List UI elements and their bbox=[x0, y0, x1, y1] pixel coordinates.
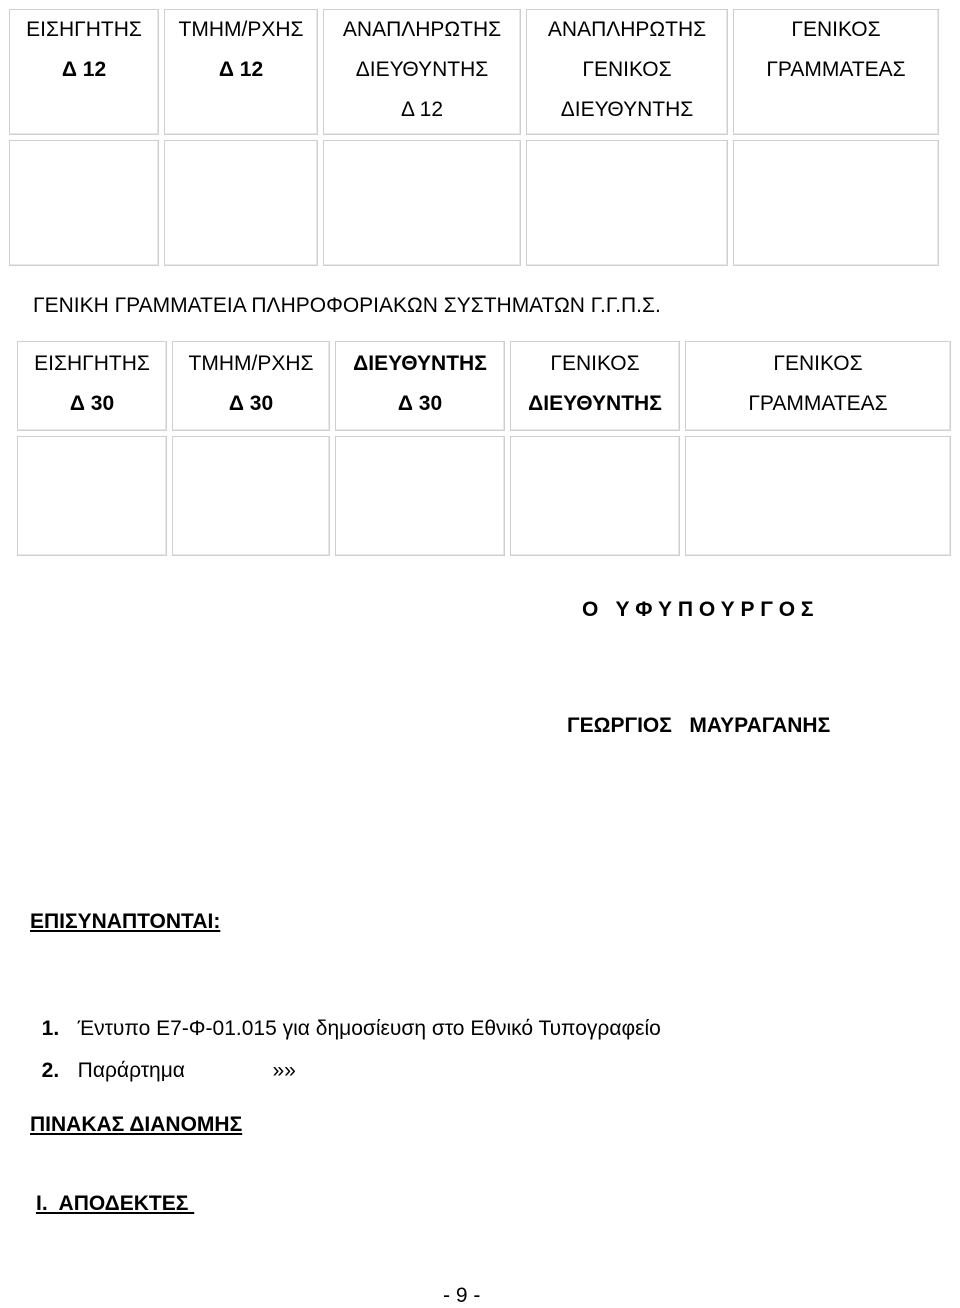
signature-box bbox=[9, 140, 159, 266]
signature-box bbox=[17, 436, 167, 556]
attachment-item bbox=[30, 1035, 296, 1083]
signature-header-cell bbox=[164, 9, 318, 135]
recipients-heading: Ι. ΑΠΟΔΕΚΤΕΣ bbox=[36, 1192, 195, 1215]
signature-box bbox=[733, 140, 939, 266]
signature-header-cell bbox=[17, 341, 167, 431]
signature-table-d12 bbox=[4, 4, 944, 271]
minister-name: ΓΕΩΡΓΙΟΣ ΜΑΥΡΑΓΑΝΗΣ bbox=[567, 714, 831, 737]
role-label: ΓΕΝΙΚΟΣ bbox=[550, 352, 640, 375]
unit-label: Δ 30 bbox=[397, 392, 443, 415]
unit-label: Δ 30 bbox=[228, 392, 274, 415]
unit-label: Δ 12 bbox=[400, 98, 444, 121]
distribution-heading: ΠΙΝΑΚΑΣ ΔΙΑΝΟΜΗΣ bbox=[30, 1113, 243, 1136]
signature-box bbox=[685, 436, 951, 556]
signature-box bbox=[172, 436, 330, 556]
section-heading: ΓΕΝΙΚΗ ΓΡΑΜΜΑΤΕΙΑ ΠΛΗΡΟΦΟΡΙΑΚΩΝ ΣΥΣΤΗΜΑΤΩΝ Γ.Γ.Π.Σ. bbox=[33, 294, 661, 317]
role-label: ΕΙΣΗΓΗΤΗΣ bbox=[26, 18, 142, 41]
signature-header-cell bbox=[685, 341, 951, 431]
role-label: ΕΙΣΗΓΗΤΗΣ bbox=[34, 352, 150, 375]
role-label: ΔΙΕΥΘΥΝΤΗΣ bbox=[355, 58, 489, 81]
role-label: ΤΜΗΜ/ΡΧΗΣ bbox=[178, 18, 304, 41]
signature-header-cell bbox=[323, 9, 521, 135]
attachment-number: 1. bbox=[41, 1017, 60, 1040]
signature-header-cell bbox=[9, 9, 159, 135]
role-label: ΓΕΝΙΚΟΣ bbox=[582, 58, 672, 81]
attachment-text: Έντυπο Ε7-Φ-01.015 για δημοσίευση στο Εθνικό Τυπογραφείο bbox=[77, 1017, 661, 1040]
role-label: ΓΡΑΜΜΑΤΕΑΣ bbox=[748, 392, 888, 415]
signature-box bbox=[164, 140, 318, 266]
role-label: ΓΡΑΜΜΑΤΕΑΣ bbox=[766, 58, 906, 81]
minister-title: Ο Υ Φ Υ Π Ο Υ Ρ Γ Ο Σ bbox=[582, 598, 814, 621]
signature-box bbox=[510, 436, 680, 556]
attachment-number: 2. bbox=[41, 1059, 60, 1082]
signature-box bbox=[335, 436, 505, 556]
signature-header-cell bbox=[526, 9, 728, 135]
signature-header-cell bbox=[172, 341, 330, 431]
unit-label: Δ 12 bbox=[61, 58, 107, 81]
role-label: ΓΕΝΙΚΟΣ bbox=[791, 18, 881, 41]
attachment-item bbox=[30, 993, 661, 1041]
page-number: - 9 - bbox=[443, 1284, 481, 1307]
role-label: ΤΜΗΜ/ΡΧΗΣ bbox=[188, 352, 314, 375]
signature-header-cell bbox=[733, 9, 939, 135]
role-label: ΓΕΝΙΚΟΣ bbox=[773, 352, 863, 375]
role-label: ΔΙΕΥΘΥΝΤΗΣ bbox=[560, 98, 694, 121]
role-label: ΑΝΑΠΛΗΡΩΤΗΣ bbox=[342, 18, 502, 41]
role-label: ΔΙΕΥΘΥΝΤΗΣ bbox=[353, 352, 487, 375]
signature-box bbox=[323, 140, 521, 266]
signature-header-cell bbox=[335, 341, 505, 431]
attachments-heading: ΕΠΙΣΥΝΑΠΤΟΝΤΑΙ: bbox=[30, 910, 221, 933]
attachment-text: Παράρτημα »» bbox=[77, 1059, 296, 1082]
signature-header-cell bbox=[510, 341, 680, 431]
unit-label: Δ 12 bbox=[218, 58, 264, 81]
signature-table-d30 bbox=[12, 336, 956, 561]
role-label: ΔΙΕΥΘΥΝΤΗΣ bbox=[528, 392, 662, 415]
role-label: ΑΝΑΠΛΗΡΩΤΗΣ bbox=[547, 18, 707, 41]
signature-box bbox=[526, 140, 728, 266]
unit-label: Δ 30 bbox=[69, 392, 115, 415]
